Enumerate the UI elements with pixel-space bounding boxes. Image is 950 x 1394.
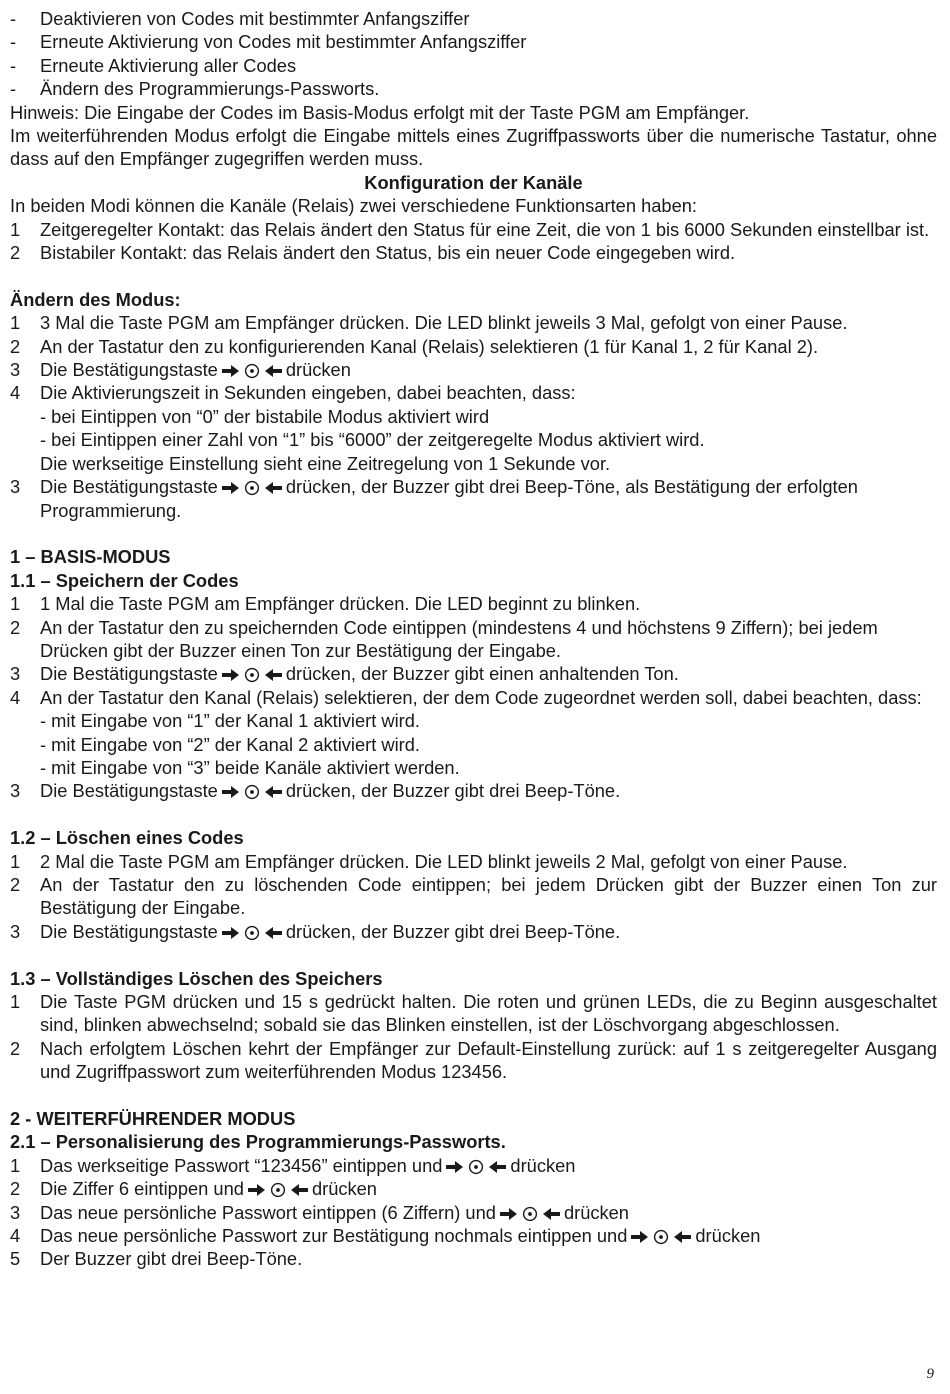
step-number: 3	[10, 780, 21, 802]
step-text: drücken	[311, 1178, 377, 1200]
step-text: Die Bestätigungstaste	[40, 920, 218, 942]
step-subitem: Die werkseitige Einstellung sieht eine Zeitregelung von 1 Sekunde vor.	[40, 452, 611, 474]
step-item	[10, 616, 937, 663]
step-item	[10, 1224, 937, 1247]
step-text: drücken, der Buzzer gibt einen anhaltenden Ton.	[285, 663, 679, 685]
step-number: 3	[10, 1201, 21, 1223]
step-number: 2	[10, 1178, 21, 1200]
step-text: Das werkseitige Passwort “123456” eintippen und	[40, 1154, 443, 1176]
step-item	[10, 1154, 937, 1177]
step-subitem: - mit Eingabe von “2” der Kanal 2 aktiviert wird.	[40, 733, 421, 755]
step-text: Die Aktivierungszeit in Sekunden eingeben, dabei beachten, dass:	[40, 382, 576, 404]
step-text: 2 Mal die Taste PGM am Empfänger drücken. Die LED blinkt jeweils 2 Mal, gefolgt von einer Pause.	[40, 850, 848, 872]
step-item	[10, 358, 937, 381]
bullet-item	[10, 30, 937, 53]
item-text: Bistabiler Kontakt: das Relais ändert den Status, bis ein neuer Code eingegeben wird.	[40, 242, 736, 264]
step-subitem: - bei Eintippen einer Zahl von “1” bis “6000” der zeitgeregelte Modus aktiviert wird.	[40, 429, 705, 451]
channel-type-item	[10, 218, 937, 241]
step-number: 2	[10, 616, 21, 638]
step-number: 1	[10, 312, 21, 334]
step-item	[10, 1177, 937, 1200]
step-text: An der Tastatur den Kanal (Relais) selektieren, der dem Code zugeordnet werden soll, dabei beachten, dass:	[40, 686, 922, 708]
confirm-key-icon	[221, 925, 283, 941]
step-item	[10, 662, 937, 685]
bullet-mark: -	[10, 31, 17, 53]
item-number: 1	[10, 218, 21, 240]
step-text: Die Taste PGM drücken und 15 s gedrückt halten. Die roten und grünen LEDs, die zu Beginn ausgeschaltet sind, blinken abwechselnd; sobald sie das Blinken einstellen, ist der Löschvorgang abgeschlossen.	[40, 991, 937, 1036]
bullet-text: Ändern des Programmierungs-Passworts.	[40, 78, 380, 100]
bullet-item	[10, 54, 937, 77]
step-text: drücken	[510, 1154, 576, 1176]
step-text: Das neue persönliche Passwort zur Bestätigung nochmals eintippen und	[40, 1225, 628, 1247]
item-number: 2	[10, 242, 21, 264]
confirm-key-icon	[221, 784, 283, 800]
step-text: Die Bestätigungstaste	[40, 780, 218, 802]
step-number: 4	[10, 382, 21, 404]
extended-mode-heading: 2 - WEITERFÜHRENDER MODUS	[10, 1108, 296, 1130]
step-number: 2	[10, 1037, 21, 1059]
subsection-heading: 1.1 – Speichern der Codes	[10, 569, 239, 591]
step-text: Nach erfolgtem Löschen kehrt der Empfänger zur Default-Einstellung zurück: auf 1 s zeitgeregelter Ausgang und Zugriffpasswort zum weiterführenden Modus 123456.	[40, 1037, 937, 1083]
hint-paragraph: Hinweis: Die Eingabe der Codes im Basis-Modus erfolgt mit der Taste PGM am Empfänger.	[10, 101, 750, 123]
step-item	[10, 1037, 937, 1084]
step-text: An der Tastatur den zu konfigurierenden Kanal (Relais) selektieren (1 für Kanal 1, 2 für Kanal 2).	[40, 335, 819, 357]
step-subitem: - mit Eingabe von “1” der Kanal 1 aktiviert wird.	[40, 710, 421, 732]
channels-intro: In beiden Modi können die Kanäle (Relais) zwei verschiedene Funktionsarten haben:	[10, 195, 697, 217]
step-number: 3	[10, 476, 21, 498]
step-text: drücken	[285, 359, 351, 381]
step-text: Die Bestätigungstaste	[40, 663, 218, 685]
bullet-text: Erneute Aktivierung aller Codes	[40, 54, 297, 76]
confirm-key-icon	[445, 1159, 507, 1175]
basis-mode-heading: 1 – BASIS-MODUS	[10, 546, 171, 568]
step-number: 1	[10, 850, 21, 872]
step-number: 1	[10, 593, 21, 615]
step-text: drücken	[695, 1225, 761, 1247]
step-item	[10, 850, 937, 873]
confirm-key-icon	[221, 480, 283, 496]
step-number: 3	[10, 359, 21, 381]
step-item	[10, 990, 937, 1037]
bullet-item	[10, 77, 937, 100]
confirm-key-icon	[499, 1206, 561, 1222]
step-number: 1	[10, 991, 21, 1012]
confirm-key-icon	[247, 1182, 309, 1198]
step-item	[10, 779, 937, 802]
step-number: 1	[10, 1154, 21, 1176]
confirm-key-icon	[630, 1229, 692, 1245]
step-text: An der Tastatur den zu speichernden Code eintippen (mindestens 4 und höchstens 9 Ziffern); bei jedem Drücken gibt der Buzzer einen Ton zur Bestätigung der Eingabe.	[40, 616, 878, 661]
step-item	[10, 686, 937, 709]
step-text: An der Tastatur den zu löschenden Code eintippen; bei jedem Drücken gibt der Buzzer einen Ton zur Bestätigung der Eingabe.	[40, 873, 937, 919]
extended-note-paragraph: Im weiterführenden Modus erfolgt die Eingabe mittels eines Zugriffpassworts über die numerische Tastatur, ohne dass auf den Empfänger zugegriffen werden muss.	[10, 125, 937, 170]
step-text: Die Bestätigungstaste	[40, 476, 218, 498]
step-item	[10, 475, 937, 522]
step-text: Die Bestätigungstaste	[40, 359, 218, 381]
bullet-text: Deaktivieren von Codes mit bestimmter Anfangsziffer	[40, 8, 470, 29]
step-item	[10, 920, 937, 943]
step-text: Das neue persönliche Passwort eintippen (6 Ziffern) und	[40, 1201, 496, 1223]
subsection-heading: 1.2 – Löschen eines Codes	[10, 827, 244, 849]
step-item	[10, 335, 937, 358]
step-item	[10, 1201, 937, 1224]
step-text: drücken, der Buzzer gibt drei Beep-Töne.	[285, 920, 621, 942]
item-text: Zeitgeregelter Kontakt: das Relais ändert den Status für eine Zeit, die von 1 bis 6000 Sekunden einstellbar ist.	[40, 218, 930, 240]
step-text: Der Buzzer gibt drei Beep-Töne.	[40, 1248, 303, 1270]
step-text: 1 Mal die Taste PGM am Empfänger drücken. Die LED beginnt zu blinken.	[40, 593, 641, 615]
step-text: drücken, der Buzzer gibt drei Beep-Töne.	[285, 780, 621, 802]
step-number: 4	[10, 1225, 21, 1247]
bullet-mark: -	[10, 54, 17, 76]
mode-change-heading: Ändern des Modus:	[10, 288, 181, 310]
step-number: 3	[10, 663, 21, 685]
step-text: drücken, der Buzzer gibt drei Beep-Töne, als Bestätigung der erfolgten Programmierung.	[40, 476, 858, 521]
step-item	[10, 873, 937, 920]
step-text: Die Ziffer 6 eintippen und	[40, 1178, 244, 1200]
step-number: 5	[10, 1248, 21, 1270]
step-number: 2	[10, 335, 21, 357]
step-number: 2	[10, 873, 21, 895]
step-item	[10, 592, 937, 615]
subsection-heading: 2.1 – Personalisierung des Programmierungs-Passworts.	[10, 1131, 506, 1153]
channel-type-item	[10, 241, 937, 264]
step-item	[10, 311, 937, 334]
step-subitem: - bei Eintippen von “0” der bistabile Modus aktiviert wird	[40, 405, 490, 427]
confirm-key-icon	[221, 363, 283, 379]
page-number: 9	[926, 1366, 934, 1382]
bullet-mark: -	[10, 8, 17, 29]
bullet-mark: -	[10, 78, 17, 100]
step-text: 3 Mal die Taste PGM am Empfänger drücken. Die LED blinkt jeweils 3 Mal, gefolgt von einer Pause.	[40, 312, 848, 334]
manual-page	[10, 7, 937, 1271]
step-number: 4	[10, 686, 21, 708]
step-item	[10, 1247, 937, 1270]
step-item	[10, 381, 937, 404]
bullet-text: Erneute Aktivierung von Codes mit bestimmter Anfangsziffer	[40, 31, 527, 53]
step-text: drücken	[563, 1201, 629, 1223]
step-subitem: - mit Eingabe von “3” beide Kanäle aktiviert werden.	[40, 756, 460, 778]
confirm-key-icon	[221, 667, 283, 683]
subsection-heading: 1.3 – Vollständiges Löschen des Speichers	[10, 967, 383, 989]
bullet-item	[10, 7, 937, 30]
step-number: 3	[10, 920, 21, 942]
section-title-channels: Konfiguration der Kanäle	[364, 171, 583, 193]
